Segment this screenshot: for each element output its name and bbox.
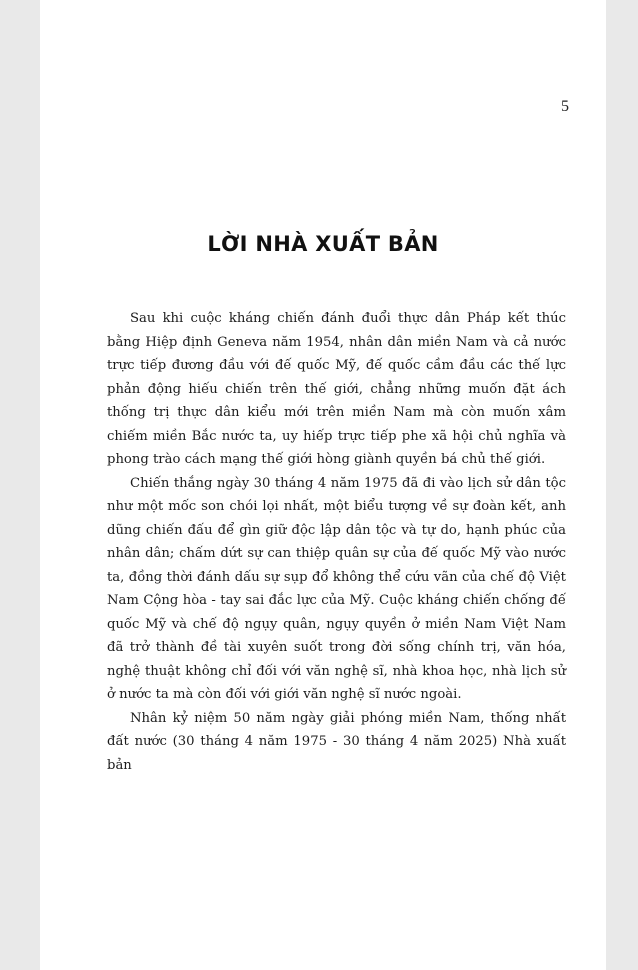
book-page: [40, 0, 606, 970]
paragraph-1: Sau khi cuộc kháng chiến đánh đuổi thực dân Pháp kết thúc bằng Hiệp định Geneva năm 1954, nhân dân miền Nam và cả nước trực tiếp đương đầu với đế quốc Mỹ, đế quốc cầm đầu các thế lực phản động hiếu chiến trên thế giới, chẳng những muốn đặt ách thống trị thực dân kiểu mới trên miền Nam mà còn muốn xâm chiếm miền Bắc nước ta, uy hiếp trực tiếp phe xã hội chủ nghĩa và phong trào cách mạng thế giới hòng giành quyền bá chủ thế giới.: [107, 311, 566, 467]
paragraph-2: Chiến thắng ngày 30 tháng 4 năm 1975 đã đi vào lịch sử dân tộc như một mốc son chói lọi nhất, một biểu tượng về sự đoàn kết, anh dũng chiến đấu để gìn giữ độc lập dân tộc và tự do, hạnh phúc của nhân dân; chấm dứt sự can thiệp quân sự của đế quốc Mỹ vào nước ta, đồng thời đánh dấu sự sụp đổ không thể cứu vãn của chế độ Việt Nam Cộng hòa - tay sai đắc lực của Mỹ. Cuộc kháng chiến chống đế quốc Mỹ và chế độ ngụy quân, ngụy quyền ở miền Nam Việt Nam đã trở thành đề tài xuyên suốt trong đời sống chính trị, văn hóa, nghệ thuật không chỉ đối với văn nghệ sĩ, nhà khoa học, nhà lịch sử ở nước ta mà còn đối với giới văn nghệ sĩ nước ngoài.: [107, 475, 566, 702]
paragraph-3: Nhân kỷ niệm 50 năm ngày giải phóng miền Nam, thống nhất đất nước (30 tháng 4 năm 1975 - 30 tháng 4 năm 2025) Nhà xuất bản: [107, 710, 566, 773]
page-title: LỜI NHÀ XUẤT BẢN: [207, 232, 439, 256]
page-number: 5: [561, 98, 569, 115]
body-text: [107, 307, 566, 777]
